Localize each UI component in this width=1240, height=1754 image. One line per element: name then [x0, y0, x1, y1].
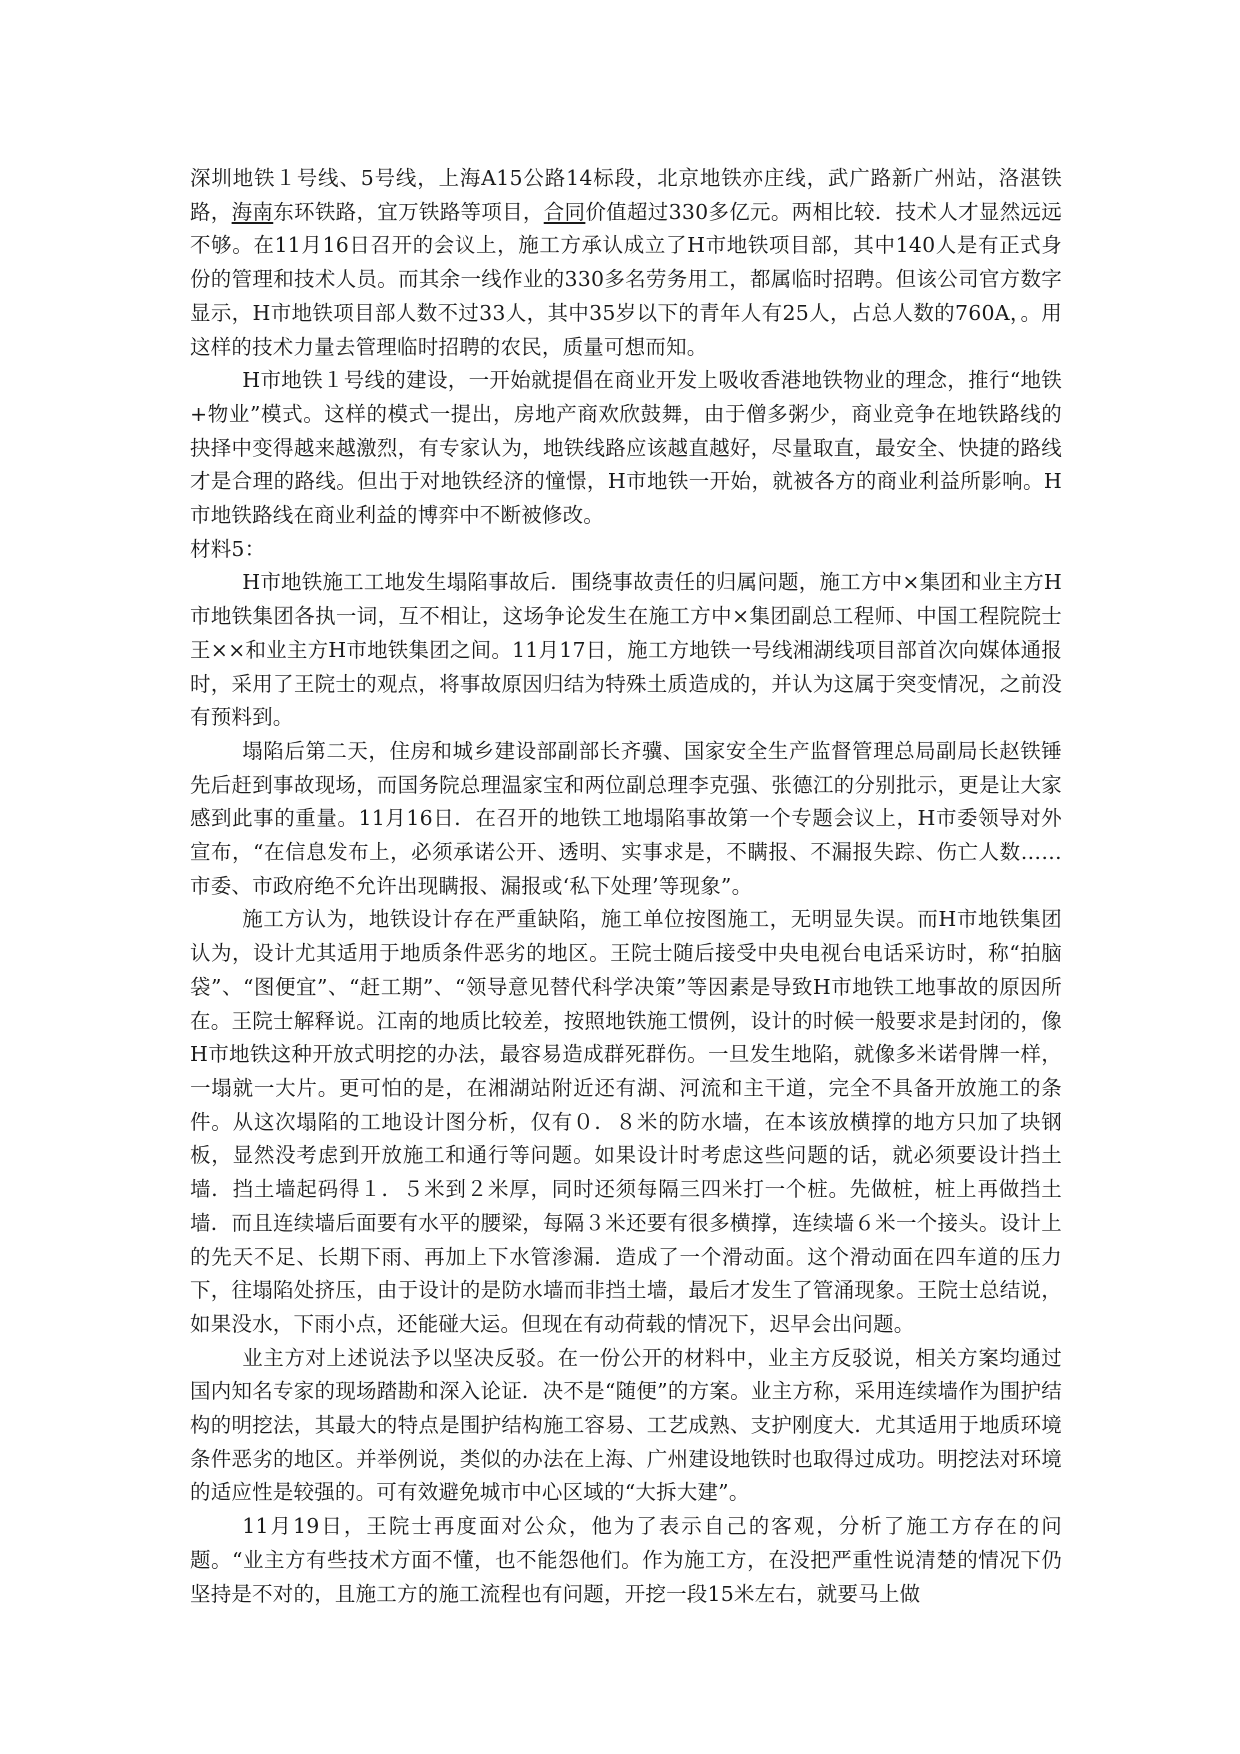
- text-run: H市地铁施工工地发生塌陷事故后．围绕事故责任的归属问题，施工方中×集团和业主方H市地铁集团各执一词，互不相让，这场争论发生在施工方中×集团副总工程师、中国工程院院士王××和业主方H市地铁集团之间。11月17日，施工方地铁一号线湘湖线项目部首次向媒体通报时，采用了王院士的观点，将事故原因归结为特殊土质造成的，并认为这属于突变情况，之前没有预料到。: [190, 570, 1062, 730]
- document-body: [190, 162, 1062, 1611]
- paragraph-p1: [190, 162, 1062, 364]
- paragraph-p3: [190, 566, 1062, 735]
- text-run: 深圳地铁１号线、5号线，上海A15公路14标段，北京地铁亦庄线，武广路新广州站，洛湛铁路，: [190, 166, 1062, 224]
- text-run: 11月19日，王院士再度面对公众，他为了表示自己的客观，分析了施工方存在的问题。“业主方有些技术方面不懂，也不能怨他们。作为施工方，在没把严重性说清楚的情况下仍坚持是不对的，且施工方的施工流程也有问题，开挖一段15米左右，就要马上做: [190, 1514, 1062, 1606]
- heading-text: 材料5：: [190, 536, 266, 561]
- paragraph-p6: [190, 1342, 1062, 1511]
- text-run: H市地铁１号线的建设，一开始就提倡在商业开发上吸收香港地铁物业的理念，推行“地铁+物业”模式。这样的模式一提出，房地产商欢欣鼓舞，由于僧多粥少，商业竞争在地铁路线的抉择中变得越来越激烈，有专家认为，地铁线路应该越直越好，尽量取直，最安全、快捷的路线才是合理的路线。但出于对地铁经济的憧憬，H市地铁一开始，就被各方的商业利益所影响。H市地铁路线在商业利益的博弈中不断被修改。: [190, 368, 1062, 528]
- underlined-term-contract: 合同: [543, 199, 586, 224]
- underlined-term-hainan: 海南: [231, 199, 274, 224]
- section-heading-material-5: [190, 533, 1062, 567]
- paragraph-p4: [190, 735, 1062, 904]
- paragraph-p2: [190, 364, 1062, 533]
- text-run: 东环铁路，宜万铁路等项目，: [273, 199, 544, 224]
- paragraph-p5: [190, 903, 1062, 1341]
- text-run: 业主方对上述说法予以坚决反驳。在一份公开的材料中，业主方反驳说，相关方案均通过国内知名专家的现场踏勘和深入论证．决不是“随便”的方案。业主方称，采用连续墙作为围护结构的明挖法，其最大的特点是围护结构施工容易、工艺成熟、支护刚度大．尤其适用于地质环境条件恶劣的地区。并举例说，类似的办法在上海、广州建设地铁时也取得过成功。明挖法对环境的适应性是较强的。可有效避免城市中心区域的“大拆大建”。: [190, 1345, 1062, 1505]
- text-run: 施工方认为，地铁设计存在严重缺陷，施工单位按图施工，无明显失误。而H市地铁集团认为，设计尤其适用于地质条件恶劣的地区。王院士随后接受中央电视台电话采访时，称“拍脑袋”、“图便宜”、“赶工期”、“领导意见替代科学决策”等因素是导致H市地铁工地事故的原因所在。王院士解释说。江南的地质比较差，按照地铁施工惯例，设计的时候一般要求是封闭的，像H市地铁这种开放式明挖的办法，最容易造成群死群伤。一旦发生地陷，就像多米诺骨牌一样，一塌就一大片。更可怕的是，在湘湖站附近还有湖、河流和主干道，完全不具备开放施工的条件。从这次塌陷的工地设计图分析，仅有０．８米的防水墙，在本该放横撑的地方只加了块钢板，显然没考虑到开放施工和通行等问题。如果设计时考虑这些问题的话，就必须要设计挡土墙．挡土墙起码得１．５米到２米厚，同时还须每隔三四米打一个桩。先做桩，桩上再做挡土墙．而且连续墙后面要有水平的腰梁，每隔３米还要有很多横撑，连续墙６米一个接头。设计上的先天不足、长期下雨、再加上下水管渗漏．造成了一个滑动面。这个滑动面在四车道的压力下，往塌陷处挤压，由于设计的是防水墙而非挡土墙，最后才发生了管涌现象。王院士总结说，如果没水，下雨小点，还能碰大运。但现在有动荷载的情况下，迟早会出问题。: [190, 907, 1062, 1336]
- text-run: 价值超过330多亿元。两相比较．技术人才显然远远不够。在11月16日召开的会议上，施工方承认成立了H市地铁项目部，其中140人是有正式身份的管理和技术人员。而其余一线作业的330多名劳务用工，都属临时招聘。但该公司官方数字显示，H市地铁项目部人数不过33人，其中35岁以下的青年人有25人，占总人数的760A，。用这样的技术力量去管理临时招聘的农民，质量可想而知。: [190, 199, 1063, 359]
- paragraph-p7: [190, 1510, 1062, 1611]
- text-run: 塌陷后第二天，住房和城乡建设部副部长齐骥、国家安全生产监督管理总局副局长赵铁锤先后赶到事故现场，而国务院总理温家宝和两位副总理李克强、张德江的分别批示，更是让大家感到此事的重量。11月16日．在召开的地铁工地塌陷事故第一个专题会议上，H市委领导对外宣布，“在信息发布上，必须承诺公开、透明、实事求是，不瞒报、不漏报失踪、伤亡人数……市委、市政府绝不允许出现瞒报、漏报或‘私下处理’等现象”。: [190, 738, 1062, 898]
